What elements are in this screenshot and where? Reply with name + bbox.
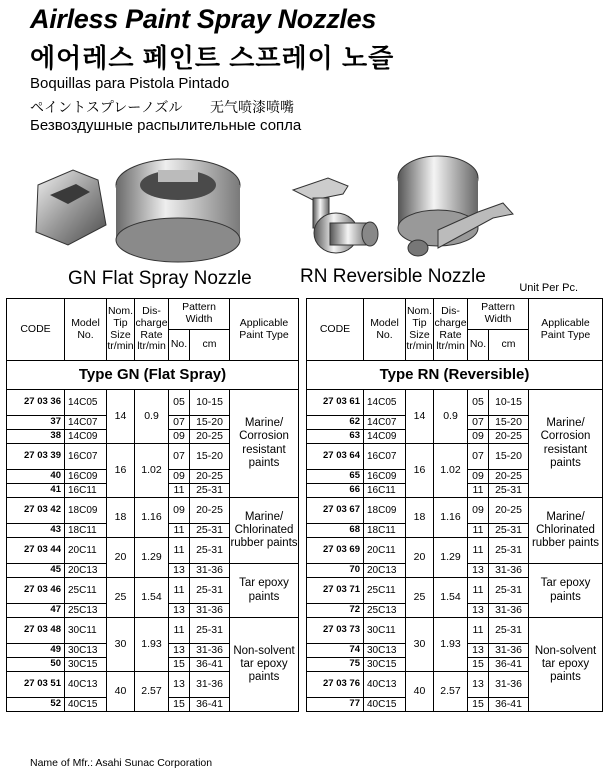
cell-pattern-no: 13 (169, 672, 190, 698)
cell-code: 77 (307, 698, 364, 712)
col-pattern-no: No. (169, 330, 190, 361)
gn-table-body (7, 390, 299, 712)
cell-pattern-no: 11 (468, 484, 489, 498)
cell-pattern-cm: 25-31 (190, 618, 230, 644)
cell-pattern-cm: 20-25 (489, 430, 529, 444)
cell-code: 40 (7, 470, 65, 484)
cell-model: 40C13 (364, 672, 406, 698)
cell-pattern-cm: 15-20 (489, 444, 529, 470)
cell-model: 30C13 (364, 644, 406, 658)
cell-model: 20C13 (364, 564, 406, 578)
cell-pattern-no: 09 (169, 470, 190, 484)
col-code: CODE (307, 299, 364, 361)
cell-code: 27 03 64 (307, 444, 364, 470)
cell-code: 62 (307, 416, 364, 430)
cell-pattern-cm: 25-31 (190, 538, 230, 564)
cell-model: 40C13 (65, 672, 107, 698)
cell-model: 16C11 (364, 484, 406, 498)
cell-pattern-cm: 20-25 (190, 470, 230, 484)
cell-pattern-cm: 36-41 (489, 658, 529, 672)
cell-pattern-no: 13 (169, 564, 190, 578)
cell-model: 16C07 (364, 444, 406, 470)
cell-pattern-no: 13 (169, 644, 190, 658)
cell-pattern-cm: 36-41 (190, 658, 230, 672)
cell-discharge-rate: 1.02 (135, 444, 169, 498)
cell-model: 25C11 (364, 578, 406, 604)
cell-pattern-cm: 25-31 (489, 484, 529, 498)
cell-code: 41 (7, 484, 65, 498)
cell-pattern-cm: 15-20 (190, 444, 230, 470)
cell-discharge-rate: 1.93 (135, 618, 169, 672)
cell-tip-size: 14 (406, 390, 434, 444)
cell-pattern-cm: 25-31 (190, 578, 230, 604)
cell-pattern-no: 13 (468, 644, 489, 658)
cell-discharge-rate: 2.57 (434, 672, 468, 712)
cell-discharge-rate: 1.29 (434, 538, 468, 578)
cell-pattern-cm: 25-31 (489, 538, 529, 564)
title-chinese: 无气喷漆喷嘴 (210, 99, 294, 115)
cell-model: 20C13 (65, 564, 107, 578)
cell-pattern-cm: 31-36 (489, 604, 529, 618)
cell-pattern-cm: 31-36 (489, 644, 529, 658)
cell-pattern-cm: 10-15 (190, 390, 230, 416)
cell-pattern-no: 07 (169, 444, 190, 470)
cell-pattern-no: 15 (468, 658, 489, 672)
col-paint-type: Applicable Paint Type (529, 299, 603, 361)
cell-tip-size: 20 (406, 538, 434, 578)
title-japanese: ペイントスプレーノズル (30, 99, 183, 115)
cell-pattern-no: 11 (468, 618, 489, 644)
cell-code: 27 03 76 (307, 672, 364, 698)
cell-model: 25C11 (65, 578, 107, 604)
cell-code: 45 (7, 564, 65, 578)
cell-discharge-rate: 1.16 (434, 498, 468, 538)
cell-pattern-cm: 25-31 (190, 484, 230, 498)
cell-code: 52 (7, 698, 65, 712)
cell-model: 30C15 (65, 658, 107, 672)
col-code: CODE (7, 299, 65, 361)
col-pattern-no: No. (468, 330, 489, 361)
cell-code: 43 (7, 524, 65, 538)
cell-tip-size: 16 (406, 444, 434, 498)
type-rn-heading: Type RN (Reversible) (307, 361, 603, 390)
cell-code: 70 (307, 564, 364, 578)
cell-pattern-no: 11 (169, 484, 190, 498)
cell-code: 74 (307, 644, 364, 658)
cell-pattern-no: 13 (468, 564, 489, 578)
cell-code: 27 03 51 (7, 672, 65, 698)
cell-tip-size: 14 (107, 390, 135, 444)
unit-note: Unit Per Pc. (519, 282, 578, 294)
col-discharge-rate: Dis- charge Rate ltr/min (135, 299, 169, 361)
rn-nozzle-photo (288, 148, 528, 270)
cell-pattern-cm: 10-15 (489, 390, 529, 416)
cell-code: 47 (7, 604, 65, 618)
cell-pattern-cm: 36-41 (190, 698, 230, 712)
cell-model: 18C11 (364, 524, 406, 538)
cell-code: 66 (307, 484, 364, 498)
cell-model: 18C11 (65, 524, 107, 538)
col-pattern-width: Pattern Width (468, 299, 529, 330)
cell-paint-type: Non-solvent tar epoxy paints (529, 618, 603, 712)
cell-code: 27 03 67 (307, 498, 364, 524)
cell-model: 25C13 (65, 604, 107, 618)
cell-discharge-rate: 1.54 (434, 578, 468, 618)
cell-pattern-no: 15 (468, 698, 489, 712)
title-russian: Безвоздушные распылительные сопла (30, 117, 302, 134)
col-pattern-cm: cm (489, 330, 529, 361)
cell-pattern-no: 13 (468, 604, 489, 618)
cell-model: 30C15 (364, 658, 406, 672)
cell-model: 16C11 (65, 484, 107, 498)
cell-model: 18C09 (65, 498, 107, 524)
table-row (307, 498, 603, 524)
cell-model: 14C09 (364, 430, 406, 444)
cell-tip-size: 30 (107, 618, 135, 672)
cell-model: 14C05 (364, 390, 406, 416)
table-row (7, 618, 299, 644)
rn-table-body (307, 390, 603, 712)
gn-nozzle-photo (28, 140, 258, 272)
cell-discharge-rate: 0.9 (434, 390, 468, 444)
cell-model: 16C09 (65, 470, 107, 484)
gn-spec-table (6, 298, 299, 712)
cell-pattern-cm: 31-36 (190, 564, 230, 578)
cell-code: 27 03 39 (7, 444, 65, 470)
rn-caption: RN Reversible Nozzle (300, 266, 486, 287)
cell-discharge-rate: 1.16 (135, 498, 169, 538)
title-english: Airless Paint Spray Nozzles (30, 4, 377, 34)
cell-model: 16C07 (65, 444, 107, 470)
title-korean: 에어레스 페인트 스프레이 노즐 (30, 43, 395, 73)
rn-spec-table (306, 298, 603, 712)
cell-pattern-no: 07 (468, 444, 489, 470)
cell-code: 50 (7, 658, 65, 672)
cell-code: 27 03 71 (307, 578, 364, 604)
cell-tip-size: 25 (107, 578, 135, 618)
col-pattern-width: Pattern Width (169, 299, 230, 330)
cell-pattern-no: 11 (169, 578, 190, 604)
cell-pattern-cm: 15-20 (489, 416, 529, 430)
cell-model: 30C13 (65, 644, 107, 658)
cell-model: 20C11 (65, 538, 107, 564)
cell-pattern-no: 09 (468, 470, 489, 484)
cell-pattern-no: 07 (169, 416, 190, 430)
col-model: Model No. (364, 299, 406, 361)
cell-paint-type: Non-solvent tar epoxy paints (230, 618, 299, 712)
cell-pattern-no: 11 (169, 538, 190, 564)
cell-pattern-no: 09 (169, 430, 190, 444)
cell-tip-size: 40 (107, 672, 135, 712)
cell-discharge-rate: 1.54 (135, 578, 169, 618)
cell-code: 65 (307, 470, 364, 484)
cell-pattern-cm: 31-36 (190, 604, 230, 618)
cell-code: 27 03 69 (307, 538, 364, 564)
table-row (7, 390, 299, 416)
cell-pattern-cm: 20-25 (190, 430, 230, 444)
cell-tip-size: 16 (107, 444, 135, 498)
cell-code: 27 03 73 (307, 618, 364, 644)
cell-pattern-cm: 25-31 (190, 524, 230, 538)
cell-pattern-cm: 31-36 (489, 564, 529, 578)
table-row (307, 390, 603, 416)
cell-paint-type: Marine/ Chlorinated rubber paints (230, 498, 299, 564)
cell-model: 40C15 (364, 698, 406, 712)
cell-tip-size: 30 (406, 618, 434, 672)
cell-code: 72 (307, 604, 364, 618)
cell-code: 37 (7, 416, 65, 430)
cell-model: 14C05 (65, 390, 107, 416)
cell-code: 27 03 48 (7, 618, 65, 644)
cell-pattern-no: 15 (169, 658, 190, 672)
cell-discharge-rate: 1.02 (434, 444, 468, 498)
cell-paint-type: Marine/ Chlorinated rubber paints (529, 498, 603, 564)
cell-paint-type: Marine/ Corrosion resistant paints (230, 390, 299, 498)
cell-code: 27 03 36 (7, 390, 65, 416)
cell-pattern-cm: 36-41 (489, 698, 529, 712)
cell-model: 40C15 (65, 698, 107, 712)
type-gn-heading: Type GN (Flat Spray) (7, 361, 299, 390)
cell-pattern-cm: 31-36 (190, 672, 230, 698)
cell-pattern-no: 11 (468, 524, 489, 538)
cell-code: 27 03 42 (7, 498, 65, 524)
cell-model: 14C07 (65, 416, 107, 430)
cell-tip-size: 20 (107, 538, 135, 578)
title-spanish: Boquillas para Pistola Pintado (30, 75, 230, 92)
cell-pattern-cm: 25-31 (489, 618, 529, 644)
cell-pattern-cm: 15-20 (190, 416, 230, 430)
cell-pattern-cm: 20-25 (190, 498, 230, 524)
cell-pattern-cm: 25-31 (489, 578, 529, 604)
cell-pattern-cm: 31-36 (489, 672, 529, 698)
col-paint-type: Applicable Paint Type (230, 299, 299, 361)
cell-model: 30C11 (65, 618, 107, 644)
cell-paint-type: Tar epoxy paints (230, 564, 299, 618)
cell-tip-size: 18 (107, 498, 135, 538)
cell-code: 63 (307, 430, 364, 444)
cell-pattern-no: 13 (169, 604, 190, 618)
cell-pattern-no: 05 (468, 390, 489, 416)
col-tip-size: Nom. Tip Size tr/min (107, 299, 135, 361)
cell-paint-type: Marine/ Corrosion resistant paints (529, 390, 603, 498)
table-row (307, 618, 603, 644)
cell-code: 27 03 44 (7, 538, 65, 564)
manufacturer-note: Name of Mfr.: Asahi Sunac Corporation (30, 757, 213, 769)
cell-discharge-rate: 2.57 (135, 672, 169, 712)
cell-pattern-no: 09 (169, 498, 190, 524)
cell-model: 30C11 (364, 618, 406, 644)
cell-discharge-rate: 0.9 (135, 390, 169, 444)
cell-pattern-cm: 20-25 (489, 470, 529, 484)
col-discharge-rate: Dis- charge Rate ltr/min (434, 299, 468, 361)
cell-model: 20C11 (364, 538, 406, 564)
cell-code: 27 03 61 (307, 390, 364, 416)
cell-pattern-no: 07 (468, 416, 489, 430)
cell-pattern-no: 11 (169, 618, 190, 644)
cell-model: 18C09 (364, 498, 406, 524)
cell-pattern-no: 09 (468, 430, 489, 444)
cell-model: 25C13 (364, 604, 406, 618)
cell-model: 14C09 (65, 430, 107, 444)
cell-code: 38 (7, 430, 65, 444)
cell-tip-size: 25 (406, 578, 434, 618)
cell-code: 49 (7, 644, 65, 658)
cell-pattern-cm: 25-31 (489, 524, 529, 538)
cell-code: 27 03 46 (7, 578, 65, 604)
cell-paint-type: Tar epoxy paints (529, 564, 603, 618)
col-tip-size: Nom. Tip Size tr/min (406, 299, 434, 361)
cell-pattern-no: 11 (169, 524, 190, 538)
cell-tip-size: 40 (406, 672, 434, 712)
cell-pattern-no: 15 (169, 698, 190, 712)
col-pattern-cm: cm (190, 330, 230, 361)
cell-discharge-rate: 1.29 (135, 538, 169, 578)
cell-code: 68 (307, 524, 364, 538)
cell-pattern-no: 13 (468, 672, 489, 698)
cell-pattern-cm: 20-25 (489, 498, 529, 524)
table-row (7, 498, 299, 524)
gn-caption: GN Flat Spray Nozzle (68, 268, 252, 289)
cell-pattern-no: 11 (468, 538, 489, 564)
cell-tip-size: 18 (406, 498, 434, 538)
cell-code: 75 (307, 658, 364, 672)
col-model: Model No. (65, 299, 107, 361)
cell-pattern-no: 05 (169, 390, 190, 416)
cell-model: 16C09 (364, 470, 406, 484)
cell-pattern-no: 09 (468, 498, 489, 524)
cell-discharge-rate: 1.93 (434, 618, 468, 672)
cell-pattern-no: 11 (468, 578, 489, 604)
cell-model: 14C07 (364, 416, 406, 430)
cell-pattern-cm: 31-36 (190, 644, 230, 658)
